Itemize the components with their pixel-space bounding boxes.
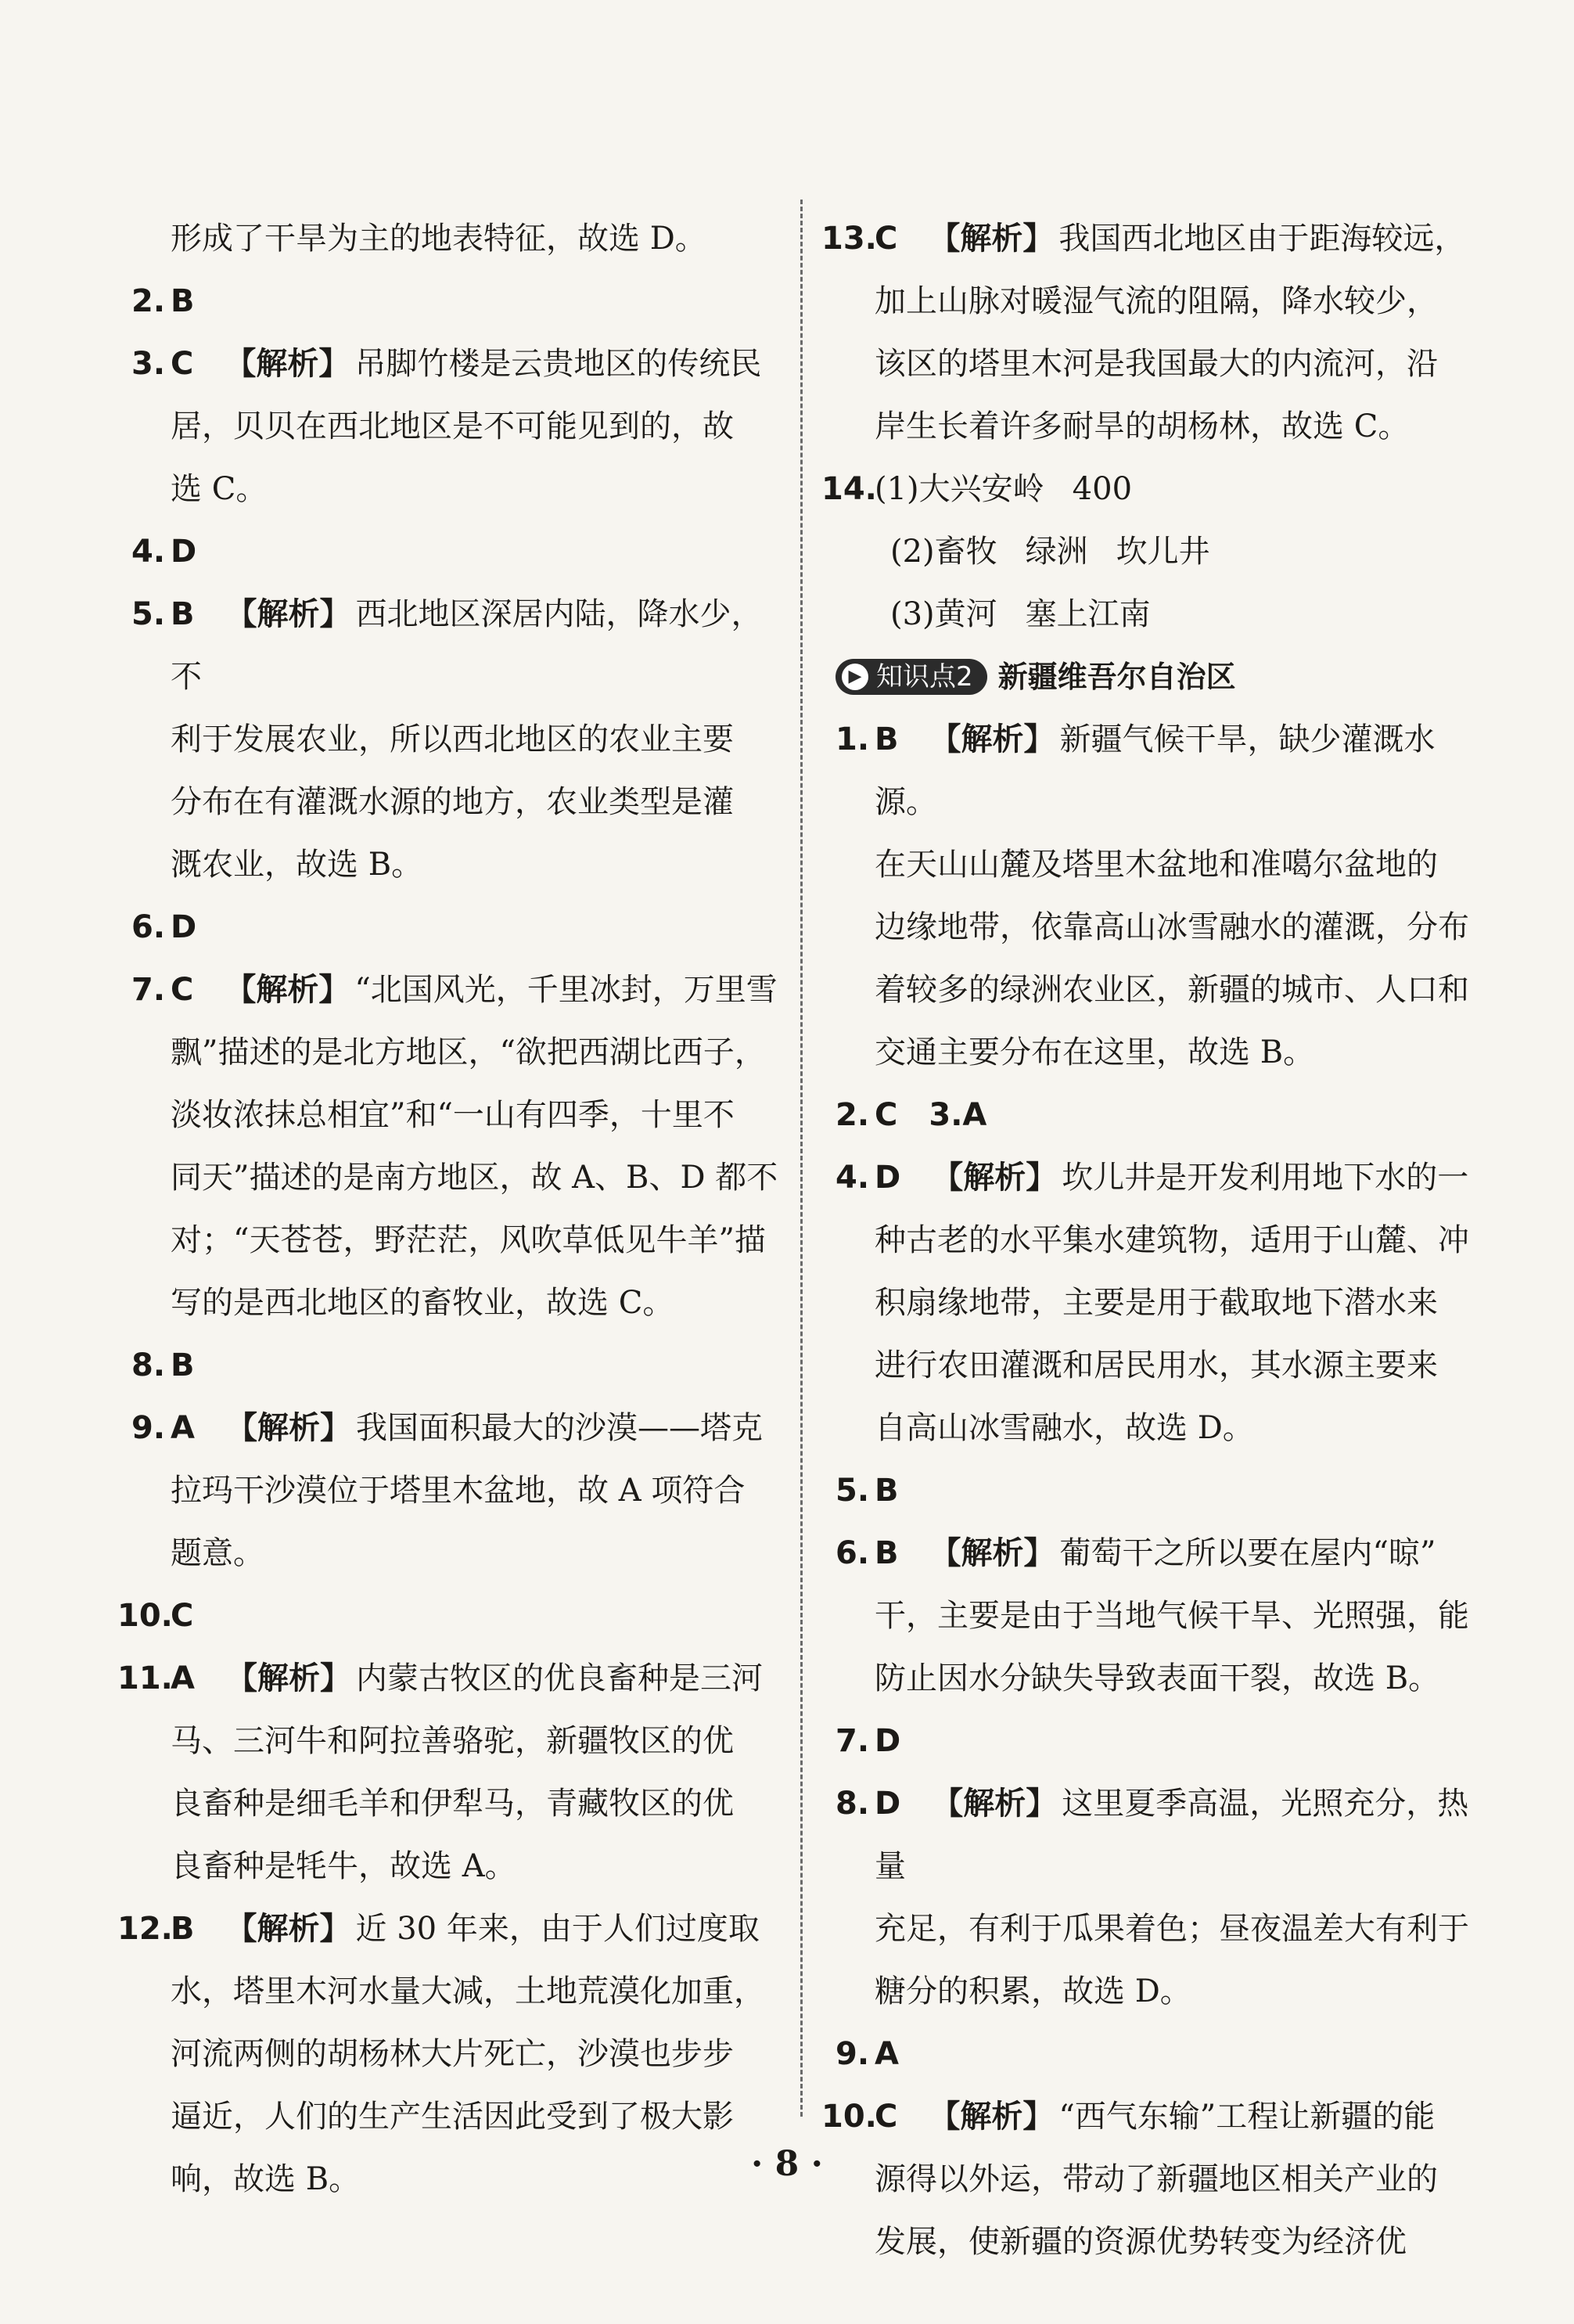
- question-number: 1.: [836, 721, 870, 757]
- knowledge-point-header: [836, 646, 1493, 708]
- explanation-text: 逼近，人们的生产生活因此受到了极大影: [171, 2099, 734, 2135]
- sub-answer-value: 坎儿井: [1116, 534, 1210, 570]
- answer-item: [836, 2023, 1493, 2085]
- answer-choice: B: [171, 1347, 195, 1383]
- answer-choice: D: [171, 909, 197, 945]
- answer-item: [836, 1710, 1493, 1772]
- answer-choice: B: [875, 721, 899, 757]
- answer-line: [875, 1084, 1493, 1146]
- answer-choice: A: [171, 1410, 195, 1446]
- explanation-text: 溉农业，故选 B。: [171, 847, 423, 883]
- explanation-text: 积扇缘地带，主要是用于截取地下潜水来: [875, 1285, 1438, 1321]
- answer-item: [836, 1146, 1493, 1459]
- answer-item: [131, 583, 789, 896]
- explanation-text: 水，塔里木河水量大减，土地荒漠化加重，: [171, 1973, 765, 2009]
- explanation-text: 坎儿井是开发利用地下水的一: [1062, 1160, 1469, 1196]
- answer-item: [836, 1084, 1493, 1146]
- question-number: 7.: [836, 1723, 870, 1759]
- answer-choice: B: [171, 1911, 195, 1947]
- right-answer-list-a: [821, 207, 1493, 458]
- explanation-text: 马、三河牛和阿拉善骆驼，新疆牧区的优: [171, 1723, 734, 1759]
- explanation-text: 发展，使新疆的资源优势转变为经济优: [875, 2224, 1407, 2260]
- analysis-tag: 【解析】: [225, 972, 350, 1008]
- arrow-right-icon: ▶: [842, 664, 868, 690]
- explanation-text: 岸生长着许多耐旱的胡杨林，故选 C。: [875, 408, 1410, 444]
- question-number: 3.: [131, 346, 166, 382]
- answer-line: [171, 1647, 789, 1710]
- analysis-tag: 【解析】: [932, 1786, 1058, 1822]
- answer-line: [875, 207, 1493, 270]
- analysis-tag: 【解析】: [929, 2099, 1055, 2135]
- explanation-text: 选 C。: [171, 471, 268, 507]
- answer-line: [171, 896, 789, 959]
- answer-choice: D: [875, 1723, 901, 1759]
- analysis-tag: 【解析】: [225, 1911, 351, 1947]
- explanation-text: 题意。: [171, 1535, 264, 1571]
- answer-item: [821, 207, 1493, 458]
- explanation-text: 充足，有利于瓜果着色；昼夜温差大有利于: [875, 1911, 1469, 1947]
- continued-text: 形成了干旱为主的地表特征，故选 D。: [171, 221, 706, 257]
- answer-line: [875, 2023, 1493, 2085]
- analysis-tag: 【解析】: [929, 221, 1055, 257]
- question-number: 12.: [117, 1911, 173, 1947]
- answer-item: [131, 1334, 789, 1397]
- explanation-text: 河流两侧的胡杨林大片死亡，沙漠也步步: [171, 2036, 734, 2072]
- question-number: 6.: [131, 909, 166, 945]
- answer-choice: B: [875, 1473, 899, 1509]
- page-number: · 8 ·: [751, 2144, 823, 2184]
- explanation-text: 加上山脉对暖湿气流的阻隔，降水较少，: [875, 283, 1438, 319]
- analysis-tag: 【解析】: [932, 1160, 1058, 1196]
- explanation-text: 对；“天苍苍，野茫茫，风吹草低见牛羊”描: [171, 1222, 766, 1258]
- explanation-text: 良畜种是细毛羊和伊犁马，青藏牧区的优: [171, 1786, 734, 1822]
- sub-answer: [875, 520, 1493, 583]
- answer-choice: D: [875, 1160, 901, 1196]
- answer-choice: D: [875, 1786, 901, 1822]
- explanation-text: 分布在有灌溉水源的地方，农业类型是灌: [171, 784, 734, 820]
- sub-answer: [875, 458, 1493, 520]
- explanation-text: 该区的塔里木河是我国最大的内流河，沿: [875, 346, 1438, 382]
- answer-choice: C: [875, 2099, 898, 2135]
- answer-item: [836, 708, 1493, 1084]
- explanation-text: 种古老的水平集水建筑物，适用于山麓、冲: [875, 1222, 1469, 1258]
- explanation-text: 着较多的绿洲农业区，新疆的城市、人口和: [875, 972, 1469, 1008]
- knowledge-point-label: 知识点2: [876, 661, 973, 693]
- question-number: 4.: [836, 1160, 870, 1196]
- explanation-text: 良畜种是牦牛，故选 A。: [171, 1848, 516, 1884]
- answer-item: [131, 270, 789, 333]
- analysis-tag: 【解析】: [929, 1535, 1055, 1571]
- answer-item: [836, 1522, 1493, 1710]
- question-number: 14.: [821, 471, 877, 507]
- answer-item: [836, 1459, 1493, 1522]
- question-number: 10.: [821, 2099, 877, 2135]
- answer-choice: C: [171, 972, 194, 1008]
- left-column: [117, 207, 789, 2211]
- answer-line: [171, 959, 789, 1021]
- answer-choice: D: [171, 534, 197, 570]
- answer-line: [171, 270, 789, 333]
- answer-choice: B: [875, 1535, 899, 1571]
- sub-answer-value: 400: [1072, 471, 1133, 507]
- question-number: 4.: [131, 534, 166, 570]
- answer-item: [131, 1397, 789, 1585]
- sub-answer-value: (1)大兴安岭: [875, 471, 1044, 507]
- answer-line: [875, 1710, 1493, 1772]
- column-divider: [800, 200, 803, 2117]
- question-number: 7.: [131, 972, 166, 1008]
- explanation-text: 飘”描述的是北方地区，“欲把西湖比西子，: [171, 1034, 766, 1070]
- sub-answer-value: (3)黄河: [890, 596, 997, 632]
- explanation-text: 进行农田灌溉和居民用水，其水源主要来: [875, 1347, 1438, 1383]
- explanation-text: 边缘地带，依靠高山冰雪融水的灌溉，分布: [875, 909, 1469, 945]
- answer-item: [131, 333, 789, 520]
- answer-item-14: [821, 458, 1493, 646]
- answer-line: [875, 2085, 1493, 2148]
- explanation-text: “西气东输”工程让新疆的能: [1058, 2099, 1436, 2135]
- answer-choice: C: [171, 346, 194, 382]
- explanation-text: 西北地区深居内陆，降水少，不: [171, 596, 763, 695]
- question-number: 9.: [131, 1410, 166, 1446]
- question-number: 2.: [836, 1097, 870, 1133]
- explanation-text: 内蒙古牧区的优良畜种是三河: [355, 1660, 763, 1696]
- analysis-tag: 【解析】: [225, 346, 350, 382]
- analysis-tag: 【解析】: [225, 1660, 351, 1696]
- explanation-text: 响，故选 B。: [171, 2161, 361, 2197]
- explanation-text: “北国风光，千里冰封，万里雪: [354, 972, 778, 1008]
- answer-line: [875, 1772, 1493, 1898]
- answer-item: [131, 520, 789, 583]
- answer-line: [875, 1459, 1493, 1522]
- explanation-text: 源得以外运，带动了新疆地区相关产业的: [875, 2161, 1438, 2197]
- question-number: 6.: [836, 1535, 870, 1571]
- sub-answer: [875, 583, 1493, 646]
- question-number: 11.: [117, 1660, 173, 1696]
- answer-line: [171, 583, 789, 708]
- explanation-text: 自高山冰雪融水，故选 D。: [875, 1410, 1254, 1446]
- answer-choice: C: [875, 1097, 898, 1133]
- answer-line: [875, 708, 1493, 833]
- explanation-text: 利于发展农业，所以西北地区的农业主要: [171, 721, 734, 757]
- left-answer-list: [117, 270, 789, 2211]
- answer-choice: A: [875, 2036, 899, 2072]
- answer-item: [117, 1585, 789, 1647]
- question-number: 2.: [131, 283, 166, 319]
- explanation-text: 居，贝贝在西北地区是不可能见到的，故: [171, 408, 734, 444]
- question-number: 5.: [131, 596, 166, 632]
- explanation-text: 拉玛干沙漠位于塔里木盆地，故 A 项符合: [171, 1473, 746, 1509]
- knowledge-point-title: 新疆维吾尔自治区: [997, 660, 1236, 694]
- explanation-text: 这里夏季高温，光照充分，热量: [875, 1786, 1469, 1884]
- answer-line: [171, 520, 789, 583]
- explanation-text: 写的是西北地区的畜牧业，故选 C。: [171, 1285, 674, 1321]
- answer-extra: 3.A: [929, 1097, 987, 1133]
- sub-answer-value: 塞上江南: [1025, 596, 1151, 632]
- explanation-text: 新疆气候干旱，缺少灌溉水源。: [875, 721, 1436, 820]
- explanation-text: 在天山山麓及塔里木盆地和准噶尔盆地的: [875, 847, 1438, 883]
- answer-item: [117, 1647, 789, 1898]
- answer-choice: C: [171, 1598, 194, 1634]
- analysis-tag: 【解析】: [929, 721, 1055, 757]
- question-number: 8.: [131, 1347, 166, 1383]
- knowledge-point-badge: [836, 659, 987, 695]
- explanation-text: 我国面积最大的沙漠——塔克: [355, 1410, 763, 1446]
- answer-line: [171, 1334, 789, 1397]
- answer-item: [836, 1772, 1493, 2023]
- explanation-text: 我国西北地区由于距海较远，: [1058, 221, 1466, 257]
- explanation-text: 干，主要是由于当地气候干旱、光照强，能: [875, 1598, 1469, 1634]
- answer-item: [131, 959, 789, 1334]
- explanation-text: 交通主要分布在这里，故选 B。: [875, 1034, 1315, 1070]
- explanation-text: 淡妆浓抹总相宜”和“一山有四季，十里不: [171, 1097, 735, 1133]
- q14-parts: [875, 458, 1493, 646]
- explanation-text: 同天”描述的是南方地区，故 A、B、D 都不: [171, 1160, 778, 1196]
- explanation-text: 葡萄干之所以要在屋内“晾”: [1059, 1535, 1436, 1571]
- answer-choice: B: [171, 283, 195, 319]
- answer-item: [131, 896, 789, 959]
- question-number: 8.: [836, 1786, 870, 1822]
- question-number: 13.: [821, 221, 877, 257]
- explanation-text: 糖分的积累，故选 D。: [875, 1973, 1191, 2009]
- sub-answer-value: (2)畜牧: [890, 534, 997, 570]
- answer-choice: B: [171, 596, 195, 632]
- explanation-text: 近 30 年来，由于人们过度取: [355, 1911, 760, 1947]
- answer-choice: A: [171, 1660, 195, 1696]
- answer-choice: C: [875, 221, 898, 257]
- answer-line: [875, 1146, 1493, 1209]
- question-number: 5.: [836, 1473, 870, 1509]
- analysis-tag: 【解析】: [225, 596, 351, 632]
- right-column: [821, 207, 1493, 2273]
- question-number: 9.: [836, 2036, 870, 2072]
- answer-line: [171, 333, 789, 395]
- explanation-text: 防止因水分缺失导致表面干裂，故选 B。: [875, 1660, 1440, 1696]
- right-answer-list-b: [821, 708, 1493, 2273]
- answer-line: [875, 1522, 1493, 1585]
- question-number: 10.: [117, 1598, 173, 1634]
- answer-line: [171, 1397, 789, 1459]
- sub-answer-value: 绿洲: [1025, 534, 1088, 570]
- analysis-tag: 【解析】: [225, 1410, 351, 1446]
- explanation-text: 吊脚竹楼是云贵地区的传统民: [354, 346, 762, 382]
- answer-line: [171, 1898, 789, 1960]
- answer-line: [171, 1585, 789, 1647]
